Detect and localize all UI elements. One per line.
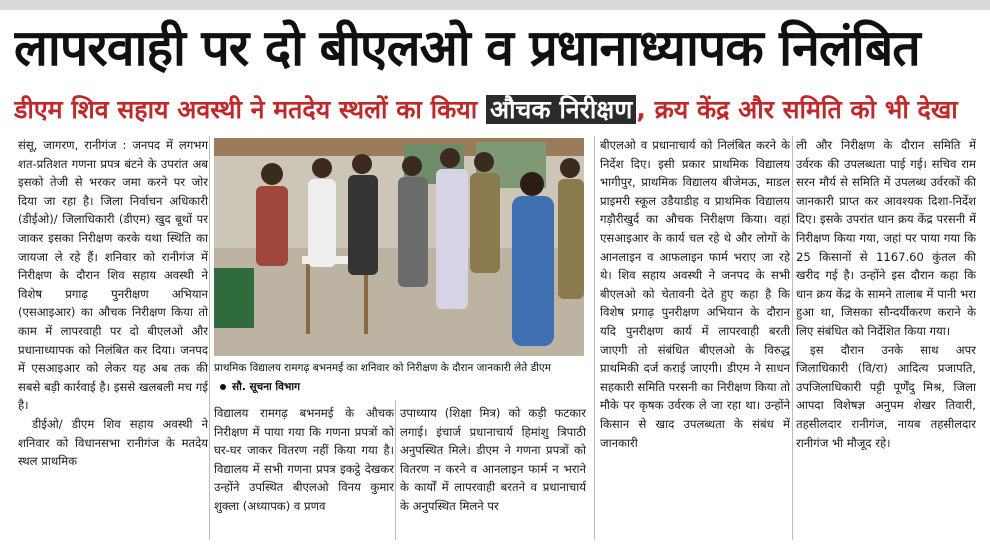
photo-credit-text: सौ. सूचना विभाग (232, 381, 300, 393)
column-divider (594, 136, 595, 540)
column-divider (209, 136, 210, 540)
photo-credit (220, 378, 420, 396)
subheadline-highlight: औचक निरीक्षण (486, 95, 636, 124)
column-3-paragraph: उपाध्याय (शिक्षा मित्र) को कड़ी फटकार लगाई। इंचार्ज प्रधानाचार्य हिमांशु त्रिपाठी अनुपस्थित मिले। डीएम ने गणना प्रपत्रों को वितरण न करने व आनलाइन फार्म न भराने के कार्यों में लापरवाही बरतने व प्रधानाचार्य के अनुपस्थित मिलने पर (400, 406, 586, 513)
article-column-5 (796, 136, 976, 540)
news-photo (214, 138, 584, 356)
article-column-1 (18, 136, 208, 540)
column-2-paragraph: विद्यालय रामगढ़ बभनमई के औचक निरीक्षण में पाया गया कि गणना प्रपत्रों को घर-घर जाकर वितरण नहीं किया गया है। विद्यालय में सभी गणना प्रपत्र इकट्ठे देखकर उन्होंने उपस्थित बीएलओ विनय कुमार शुक्ला (अध्यापक) व प्रणव (214, 406, 394, 513)
top-band (0, 0, 990, 10)
subheadline-start: डीएम शिव सहाय अवस्थी ने मतदेय स्थलों का किया (14, 95, 486, 124)
column-divider (395, 400, 396, 540)
column-4-paragraph: बीएलओ व प्रधानाचार्य को निलंबित करने के निर्देश दिए। इसी प्रकार प्राथमिक विद्यालय भागीपुर, प्राथमिक विद्यालय बीजेमऊ, माडल प्राइमरी स्कूल उडैयाडीह व प्राथमिक विद्यालय गड़ौरीखुर्द का औचक निरीक्षण किया। वहां एसआइआर के कार्य चल रहे थे और लोगों के आनलाइन व आफलाइन फार्म भराए जा रहे थे। शिव सहाय अवस्थी ने जनपद के सभी बीएलओ को चेतावनी देते हुए कहा है कि विशेष प्रगाढ़ पुनरीक्षण अभियान के दौरान यदि पुनरीक्षण कार्य में लापरवाही बरती जाएगी तो संबंधित बीएलओ के विरुद्ध प्राथमिकी दर्ज कराई जाएगी। डीएम ने साधन सहकारी समिति परसनी का निरीक्षण किया तो मौके पर कृषक उर्वरक ले जा रहा था। उन्होंने किसान से खाद उपलब्धता के संबंध में जानकारी (600, 138, 790, 450)
column-1-paragraph: संसू, जागरण, रानीगंज : जनपद में लगभग शत-प्रतिशत गणना प्रपत्र बंटने के उपरांत अब इसको तेजी से भरकर जमा करने पर जोर दिया जा रहा है। जिला निर्वाचन अधिकारी (डीईओ)/ जिलाधिकारी (डीएम) खुद बूथों पर जाकर इसका निरीक्षण करके यथा स्थिति का जायजा ले रहे हैं। शनिवार को रानीगंज में निरीक्षण के दौरान शिव सहाय अवस्थी ने विशेष प्रगाढ़ पुनरीक्षण अभियान (एसआइआर) का औचक निरीक्षण किया तो काम में लापरवाही पर दो बीएलओ और प्रधानाध्यापक को निलंबित कर दिया। जनपद में एसआइआर को लेकर यह अब तक की सबसे बड़ी कार्रवाई है। इससे खलबली मच गई है। (18, 138, 208, 413)
photo-caption: प्राथमिक विद्यालय रामगढ़ बभनमई का शनिवार को निरीक्षण के दौरान जानकारी लेते डीएम (214, 362, 552, 374)
bullet-icon (220, 384, 226, 390)
column-1-paragraph-2: डीईओ/ डीएम शिव सहाय अवस्थी ने शनिवार को विधानसभा रानीगंज के मतदेय स्थल प्राथमिक (18, 416, 208, 469)
subheadline-end: , क्रय केंद्र और समिति को भी देखा (636, 95, 958, 124)
article-column-2 (214, 404, 394, 540)
inspection-photo-image (214, 138, 584, 356)
column-5-paragraph-2: इस दौरान उनके साथ अपर जिलाधिकारी (वि/रा) आदित्य प्रजापति, उपजिलाधिकारी पट्टी पूर्णेंदु मिश्र, जिला आपदा विशेषज्ञ अनुपम शेखर तिवारी, तहसीलदार रानीगंज, नायब तहसीलदार रानीगंज भी मौजूद रहे। (796, 342, 976, 450)
subheadline (14, 88, 976, 132)
article-column-4 (600, 136, 790, 540)
column-divider (792, 136, 793, 540)
article-column-3 (400, 404, 586, 540)
column-5-paragraph: ली और निरीक्षण के दौरान समिति में उर्वरक की उपलब्धता पाई गई। सचिव राम सरन मौर्य से समिति में उपलब्ध उर्वरकों की जानकारी प्राप्त कर आवश्यक दिशा-निर्देश दिए। इसके उपरांत धान क्रय केंद्र परसनी में निरीक्षण किया गया, जहां पर पाया गया कि 25 किसानों से 1167.60 कुंतल की खरीद गई है। उन्होंने इस दौरान कहा कि धान क्रय केंद्र के सामने तालाब में पानी भरा हुआ था, जिसका सौन्दर्यीकरण कराने के लिए संबंधित को निर्देशित किया गया। (796, 138, 976, 338)
headline: लापरवाही पर दो बीएलओ व प्रधानाध्यापक निलंबित (14, 19, 920, 77)
